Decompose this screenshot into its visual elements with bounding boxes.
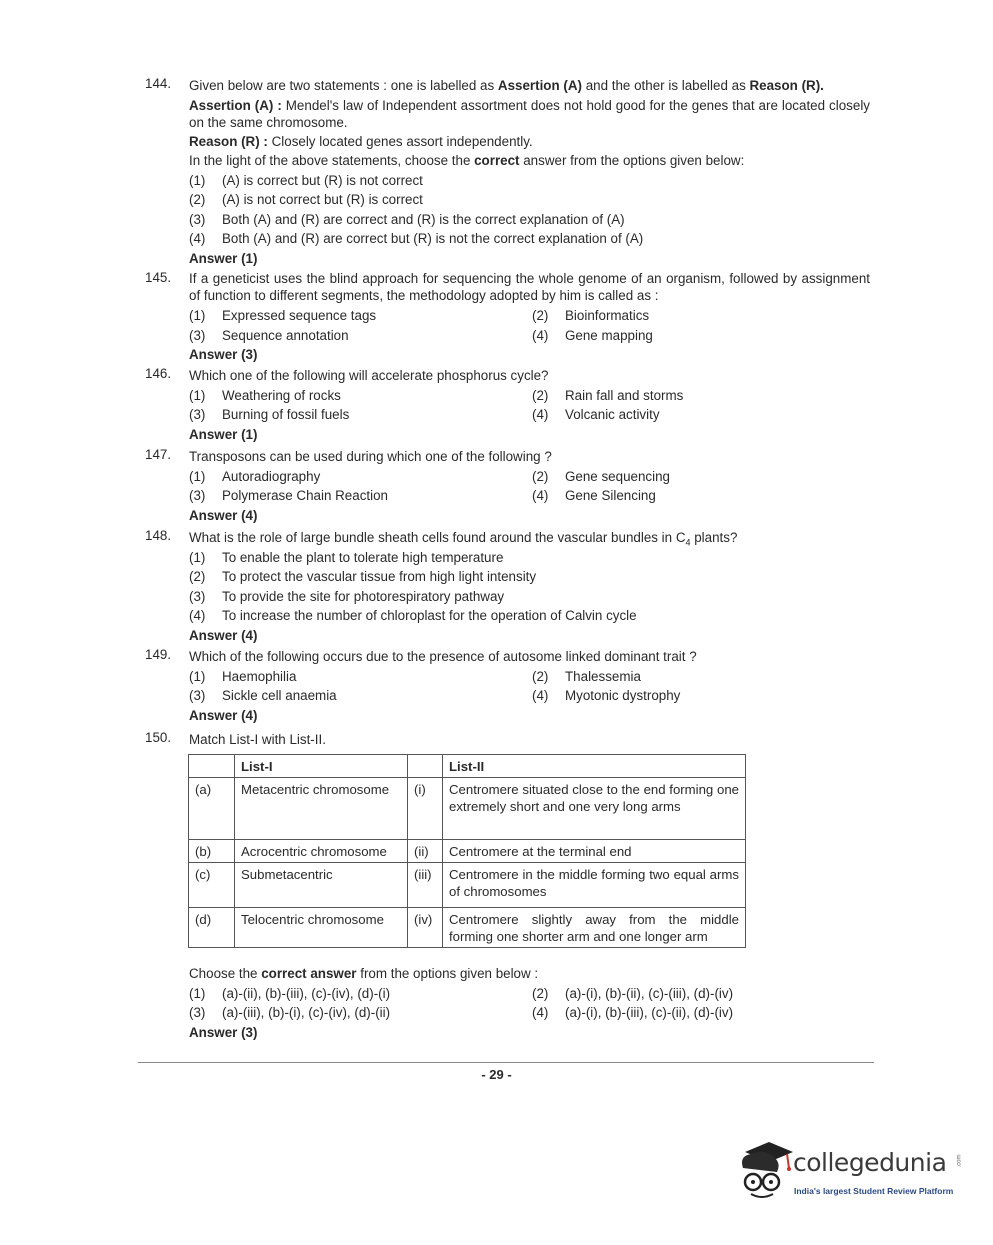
question-150-options [145, 964, 870, 1043]
option: (2) To protect the vascular tissue from high light intensity [189, 569, 537, 584]
question-148 [145, 528, 870, 646]
question-144 [145, 76, 870, 269]
brand-suffix: .com [956, 1154, 963, 1168]
question-145 [145, 270, 870, 365]
instruction: Choose the correct answer from the options given below : [189, 966, 539, 981]
page-number: - 29 - [481, 1067, 512, 1082]
option: (3) Both (A) and (R) are correct and (R) is the correct explanation of (A) [189, 211, 625, 227]
option-row: (1) (a)-(ii), (b)-(iii), (c)-(iv), (d)-(i) (2) (a)-(i), (b)-(ii), (c)-(iii), (d)-(iv) [189, 985, 734, 1001]
question-number: 150. [145, 730, 172, 745]
question-number: 144. [145, 76, 172, 91]
option-row: (1) Autoradiography (2) Gene sequencing [189, 468, 670, 484]
mascot-icon [735, 1138, 797, 1208]
option: (1) (A) is correct but (R) is not correct [189, 172, 423, 188]
brand-name: collegedunia [793, 1148, 947, 1177]
option-row: (1) Haemophilia (2) Thalessemia [189, 668, 641, 684]
option-row: (3) Sequence annotation (4) Gene mapping [189, 327, 653, 343]
question-150 [145, 730, 870, 750]
option-row: (3) Polymerase Chain Reaction (4) Gene Silencing [189, 488, 656, 503]
option-row: (3) Sickle cell anaemia (4) Myotonic dystrophy [189, 688, 681, 703]
option-row: (1) Weathering of rocks (2) Rain fall and storms [189, 387, 684, 403]
question-text: What is the role of large bundle sheath cells found around the vascular bundles in $C_4$ plants? [189, 530, 738, 548]
option: (1) To enable the plant to tolerate high temperature [189, 549, 504, 565]
option: (4) To increase the number of chloroplast for the operation of Calvin cycle [189, 608, 637, 623]
instruction: In the light of the above statements, choose the correct answer from the options given below: [189, 153, 745, 168]
option-row: (1) Expressed sequence tags (2) Bioinformatics [189, 308, 650, 323]
question-number: 145. [145, 270, 172, 285]
option-row: (3) (a)-(iii), (b)-(i), (c)-(iv), (d)-(ii) (4) (a)-(i), (b)-(iii), (c)-(ii), (d)-(iv) [189, 1005, 734, 1020]
question-149 [145, 647, 870, 726]
answer: Answer (1) [189, 250, 258, 266]
question-text: Match List-I with List-II. [189, 732, 326, 747]
list-1-header: List-I [235, 755, 408, 778]
answer: Answer (4) [189, 627, 258, 643]
answer: Answer (3) [189, 1024, 258, 1040]
collegedunia-logo [735, 1138, 965, 1208]
question-number: 148. [145, 528, 172, 543]
footer-divider [138, 1062, 874, 1063]
option: (4) Both (A) and (R) are correct but (R) is not the correct explanation of (A) [189, 231, 644, 246]
option: (3) To provide the site for photorespiratory pathway [189, 588, 505, 604]
question-number: 146. [145, 366, 172, 381]
option-row: (3) Burning of fossil fuels (4) Volcanic activity [189, 407, 660, 422]
question-147 [145, 447, 870, 526]
question-number: 149. [145, 647, 172, 662]
assertion-statement: Assertion (A) : Mendel's law of Independent assortment does not hold good for the genes that are located closely on the same chromosome. [189, 97, 870, 130]
list-2-header: List-II [443, 755, 746, 778]
table-row: (b) Acrocentric chromosome (ii) Centromere at the terminal end [189, 840, 746, 863]
reason-statement: Reason (R) : Closely located genes assort independently. [189, 133, 533, 149]
question-text: Which of the following occurs due to the presence of autosome linked dominant trait ? [189, 649, 697, 664]
table-header-row [189, 755, 746, 778]
table-row: (d) Telocentric chromosome (iv) Centromere slightly away from the middle forming one shorter arm and one longer arm [189, 908, 746, 948]
question-146 [145, 366, 870, 445]
brand-tagline: India's largest Student Review Platform [794, 1186, 954, 1196]
option: (2) (A) is not correct but (R) is correct [189, 192, 423, 207]
table-row: (a) Metacentric chromosome (i) Centromere situated close to the end forming one extremely short and one very long arms [189, 778, 746, 840]
answer: Answer (4) [189, 507, 258, 523]
answer: Answer (3) [189, 347, 258, 362]
question-text: Which one of the following will accelerate phosphorus cycle? [189, 368, 549, 383]
question-intro: Given below are two statements : one is labelled as Assertion (A) and the other is labelled as Reason (R). [189, 78, 824, 93]
question-text: Transposons can be used during which one of the following ? [189, 449, 552, 464]
answer: Answer (4) [189, 707, 258, 723]
question-number: 147. [145, 447, 172, 462]
question-text: If a geneticist uses the blind approach for sequencing the whole genome of an organism, followed by assignment of function to different segments, the methodology adopted by him is called as : [189, 271, 870, 303]
table-row: (c) Submetacentric (iii) Centromere in the middle forming two equal arms of chromosomes [189, 863, 746, 908]
match-table [188, 754, 746, 948]
answer: Answer (1) [189, 426, 258, 442]
